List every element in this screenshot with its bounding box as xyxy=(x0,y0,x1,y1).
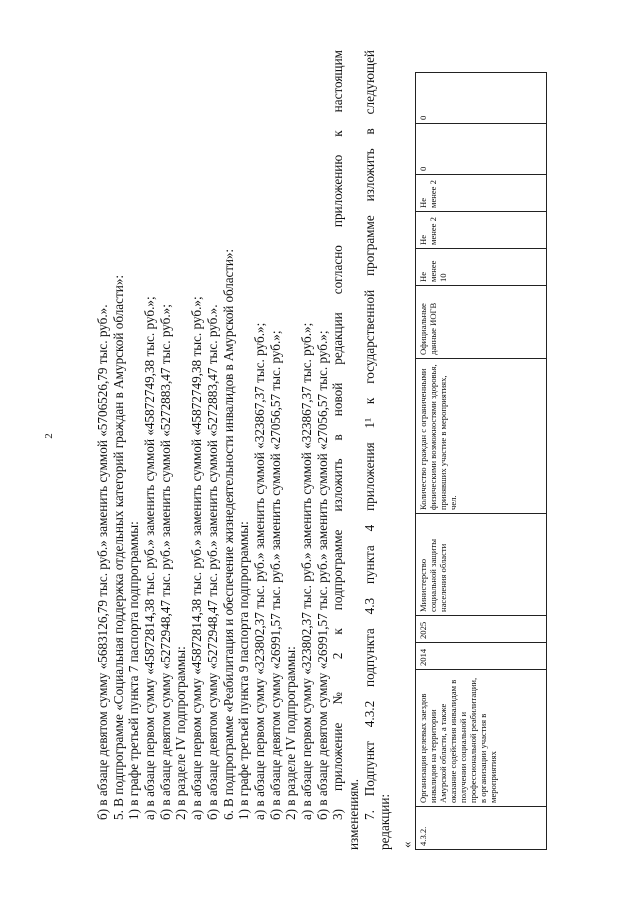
cell-source: Официальные данные ИОГВ xyxy=(416,286,547,359)
paragraph: б) в абзаце девятом сумму «26991,57 тыс. руб.» заменить суммой «27056,57 тыс. руб.»; xyxy=(267,330,283,820)
cell-indicator: Количество граждан с ограниченными физическими возможностями здоровья, принявших участие в мероприятиях, чел. xyxy=(416,359,547,514)
paragraph: 6. В подпрограмме «Реабилитация и обеспечение жизнедеятельности инвалидов в Амурской области»: xyxy=(220,249,236,820)
cell-year-start: 2014 xyxy=(416,643,547,670)
paragraph: 1) в графе третьей пункта 7 паспорта подпрограммы: xyxy=(126,521,142,820)
paragraph: а) в абзаце первом сумму «323802,37 тыс. руб.» заменить суммой «323867,37 тыс. руб.»; xyxy=(298,322,314,820)
paragraph: 2) в разделе IV подпрограммы: xyxy=(173,646,189,820)
paragraph: а) в абзаце первом сумму «323802,37 тыс. руб.» заменить суммой «323867,37 тыс. руб.»; xyxy=(251,322,267,820)
paragraph: 2) в разделе IV подпрограммы: xyxy=(283,646,299,820)
paragraph: 5. В подпрограмме «Социальная поддержка отдельных категорий граждан в Амурской области»: xyxy=(110,274,126,820)
paragraph: изменениям. xyxy=(346,778,362,850)
paragraph: б) в абзаце девятом сумму «5272948,47 тыс. руб.» заменить суммой «5272883,47 тыс. руб.». xyxy=(204,304,220,820)
paragraph: а) в абзаце первом сумму «45872814,38 тыс. руб.» заменить суммой «45872749,38 тыс. руб.»; xyxy=(142,296,158,820)
measure-table xyxy=(415,72,547,850)
cell-year-end: 2025 xyxy=(416,616,547,643)
paragraph: б) в абзаце девятом сумму «5683126,79 тыс. руб.» заменить суммой «5706526,79 тыс. руб.». xyxy=(95,304,110,820)
page-number: 2 xyxy=(42,433,55,439)
cell-executor: Министерство социальной защиты населения области xyxy=(416,514,547,616)
cell-measure: Организация целевых заездов инвалидов на территории Амурской области, а также оказание содействия инвалидам в получении социальной и профессиональной реабилитации, в организации участия в мероприятиях xyxy=(416,670,547,807)
opening-quote: « xyxy=(399,841,415,848)
paragraph: б) в абзаце девятом сумму «26991,57 тыс. руб.» заменить суммой «27056,57 тыс. руб.»; xyxy=(314,330,330,820)
paragraph: 3) приложение № 2 к подпрограмме изложить в новой редакции согласно приложению к настоящим xyxy=(330,50,346,820)
paragraph: редакции: xyxy=(377,793,393,850)
paragraph: 7. Подпункт 4.3.2 подпункта 4.3 пункта 4 приложения 1¹ к государственной программе изложить в следующей xyxy=(361,50,377,820)
cell-value-2: Не менее 2 xyxy=(416,212,547,249)
paragraph: а) в абзаце первом сумму «45872814,38 тыс. руб.» заменить суммой «45872749,38 тыс. руб.»; xyxy=(189,296,205,820)
paragraph: б) в абзаце девятом сумму «5272948,47 тыс. руб.» заменить суммой «5272883,47 тыс. руб.»; xyxy=(157,304,173,820)
amendment-text xyxy=(95,50,393,850)
cell-value-1: Не менее 10 xyxy=(416,249,547,286)
paragraph: 1) в графе третьей пункта 9 паспорта подпрограммы: xyxy=(236,521,252,820)
rotated-page-content xyxy=(95,50,499,850)
cell-value-3: Не менее 2 xyxy=(416,175,547,212)
cell-value-4: 0 xyxy=(416,124,547,175)
cell-number: 4.3.2. xyxy=(416,807,547,850)
table-row xyxy=(416,73,547,850)
cell-value-5: 0 xyxy=(416,73,547,124)
